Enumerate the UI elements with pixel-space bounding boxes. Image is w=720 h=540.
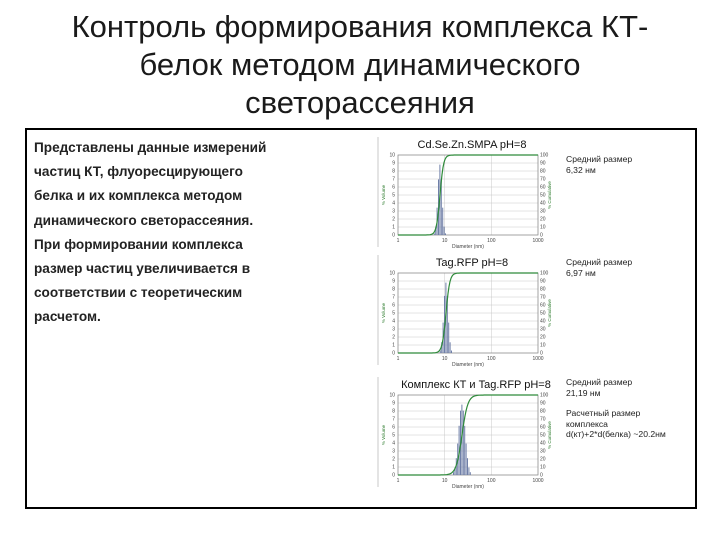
- dls-chart: [376, 135, 556, 250]
- y2-tick-label: 70: [540, 416, 546, 423]
- panel-title: Tag.RFP pH=8: [435, 257, 509, 269]
- y-tick-label: 7: [392, 294, 395, 301]
- x-tick-label: 10: [441, 238, 448, 244]
- description-line: размер частиц увеличивается в: [34, 261, 251, 277]
- y-tick-label: 0: [392, 350, 395, 357]
- y-tick-label: 6: [392, 184, 395, 191]
- y-axis-label: % Volume: [381, 302, 386, 324]
- histogram-bar: [450, 342, 451, 353]
- histogram-bar: [442, 208, 443, 235]
- histogram-bar: [451, 351, 452, 353]
- y2-tick-label: 30: [540, 326, 546, 333]
- x-tick-label: 1: [396, 478, 400, 484]
- y-tick-label: 10: [389, 270, 395, 277]
- note-line: Средний размер: [566, 377, 633, 387]
- y2-tick-label: 80: [540, 168, 546, 175]
- dls-chart-panel: [376, 375, 556, 490]
- y2-axis-label: % Cumulative: [547, 299, 552, 327]
- note-line: d(кт)+2*d(белка) ~20.2нм: [566, 429, 666, 439]
- y-tick-label: 9: [392, 400, 395, 407]
- y-tick-label: 5: [392, 192, 395, 199]
- note-line: Расчетный размер: [566, 408, 641, 418]
- y2-tick-label: 40: [540, 200, 546, 207]
- y-tick-label: 6: [392, 424, 395, 431]
- y2-tick-label: 60: [540, 424, 546, 431]
- note-line: 6,97 нм: [566, 267, 596, 278]
- y-tick-label: 5: [392, 432, 395, 439]
- y2-tick-label: 10: [540, 224, 546, 231]
- title-line: Контроль формирования комплекса КТ-: [71, 9, 649, 44]
- x-tick-label: 1: [396, 356, 400, 362]
- description-line: частиц КТ, флуоресцирующего: [34, 164, 243, 180]
- y2-tick-label: 80: [540, 286, 546, 293]
- note-line: Средний размер: [566, 257, 633, 267]
- y2-tick-label: 50: [540, 432, 546, 439]
- y-tick-label: 8: [392, 408, 395, 415]
- histogram-bar: [466, 444, 467, 475]
- x-tick-label: 1000: [532, 238, 544, 244]
- y2-tick-label: 100: [540, 392, 549, 399]
- x-tick-label: 100: [487, 478, 496, 484]
- panel-note: [566, 154, 632, 175]
- title-line: белок методом динамического: [139, 47, 581, 82]
- histogram-bar: [468, 467, 469, 475]
- y-tick-label: 3: [392, 208, 395, 215]
- y-tick-label: 2: [392, 456, 395, 463]
- y2-tick-label: 60: [540, 184, 546, 191]
- description-line: При формировании комплекса: [34, 236, 243, 252]
- y2-axis-label: % Cumulative: [547, 421, 552, 449]
- y2-tick-label: 90: [540, 400, 546, 407]
- x-tick-label: 100: [487, 356, 496, 362]
- x-tick-label: 10: [441, 478, 448, 484]
- y-tick-label: 1: [392, 464, 395, 471]
- y2-tick-label: 0: [540, 472, 543, 479]
- x-tick-label: 1000: [532, 478, 544, 484]
- y2-tick-label: 0: [540, 350, 543, 357]
- y-tick-label: 9: [392, 160, 395, 167]
- x-tick-label: 1: [396, 238, 400, 244]
- note-line: 21,19 нм: [566, 387, 601, 398]
- y-tick-label: 3: [392, 448, 395, 455]
- y2-tick-label: 20: [540, 334, 546, 341]
- y2-tick-label: 90: [540, 278, 546, 285]
- y-tick-label: 10: [389, 152, 395, 159]
- y2-tick-label: 80: [540, 408, 546, 415]
- y-tick-label: 2: [392, 216, 395, 223]
- y-axis-label: % Volume: [381, 424, 386, 446]
- y-tick-label: 3: [392, 326, 395, 333]
- description-line: белка и их комплекса методом: [34, 188, 243, 204]
- histogram-bar: [440, 351, 441, 353]
- histogram-bar: [448, 323, 449, 353]
- panel-title: Комплекс КТ и Tag.RFP pH=8: [401, 379, 551, 391]
- x-tick-label: 100: [487, 238, 496, 244]
- y2-tick-label: 20: [540, 216, 546, 223]
- description: [34, 136, 324, 330]
- panel-title: Cd.Se.Zn.SMPA pH=8: [417, 139, 527, 151]
- description-line: динамического светорассеяния.: [34, 212, 254, 228]
- y2-tick-label: 30: [540, 208, 546, 215]
- y2-tick-label: 10: [540, 342, 546, 349]
- y2-axis-label: % Cumulative: [547, 181, 552, 209]
- note-line: комплекса: [566, 418, 608, 429]
- note-line: Средний размер: [566, 154, 633, 164]
- y2-tick-label: 40: [540, 440, 546, 447]
- y-tick-label: 0: [392, 472, 395, 479]
- dls-chart: [376, 253, 556, 368]
- note-line: 6,32 нм: [566, 164, 596, 175]
- y2-tick-label: 70: [540, 176, 546, 183]
- y-tick-label: 5: [392, 310, 395, 317]
- dls-chart-panel: [376, 253, 556, 368]
- y2-tick-label: 20: [540, 456, 546, 463]
- y-tick-label: 4: [392, 440, 395, 447]
- y2-tick-label: 90: [540, 160, 546, 167]
- y-tick-label: 1: [392, 224, 395, 231]
- histogram-bar: [444, 227, 445, 235]
- dls-chart-panel: [376, 135, 556, 250]
- y2-tick-label: 40: [540, 318, 546, 325]
- y-axis-label: % Volume: [381, 184, 386, 206]
- x-axis-label: Diameter (nm): [452, 244, 484, 250]
- histogram-bar: [464, 426, 465, 475]
- x-axis-label: Diameter (nm): [452, 362, 484, 368]
- y2-tick-label: 30: [540, 448, 546, 455]
- y-tick-label: 7: [392, 416, 395, 423]
- y-tick-label: 1: [392, 342, 395, 349]
- x-tick-label: 10: [441, 356, 448, 362]
- y-tick-label: 8: [392, 286, 395, 293]
- y2-tick-label: 60: [540, 302, 546, 309]
- y-tick-label: 4: [392, 318, 395, 325]
- histogram-bar: [467, 458, 468, 475]
- y-tick-label: 9: [392, 278, 395, 285]
- panel-note: [566, 377, 632, 398]
- slide-title: [20, 8, 700, 122]
- y-tick-label: 4: [392, 200, 395, 207]
- y2-tick-label: 50: [540, 310, 546, 317]
- y-tick-label: 2: [392, 334, 395, 341]
- y-tick-label: 0: [392, 232, 395, 239]
- y-tick-label: 6: [392, 302, 395, 309]
- panel-note: [566, 257, 632, 278]
- description-line: расчетом.: [34, 309, 101, 325]
- title-line: светорассеяния: [245, 85, 475, 120]
- y-tick-label: 10: [389, 392, 395, 399]
- x-tick-label: 1000: [532, 356, 544, 362]
- histogram-bar: [434, 233, 435, 235]
- dls-chart: [376, 375, 556, 490]
- histogram-bar: [445, 233, 446, 235]
- description-line: соответствии с теоретическим: [34, 285, 243, 301]
- y2-tick-label: 100: [540, 270, 549, 277]
- y2-tick-label: 0: [540, 232, 543, 239]
- y2-tick-label: 70: [540, 294, 546, 301]
- y2-tick-label: 50: [540, 192, 546, 199]
- description-line: Представлены данные измерений: [34, 140, 267, 155]
- y-tick-label: 8: [392, 168, 395, 175]
- histogram-bar: [470, 472, 471, 475]
- y2-tick-label: 10: [540, 464, 546, 471]
- x-axis-label: Diameter (nm): [452, 484, 484, 490]
- y2-tick-label: 100: [540, 152, 549, 159]
- y-tick-label: 7: [392, 176, 395, 183]
- histogram-bar: [453, 472, 454, 475]
- panel-extra-note: [566, 408, 666, 440]
